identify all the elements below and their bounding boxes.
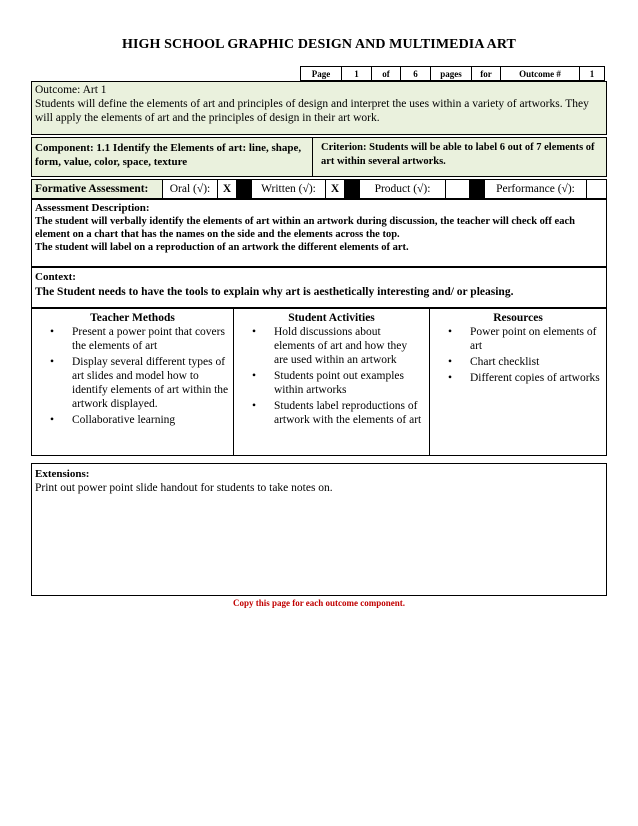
page-total: 6: [401, 67, 431, 81]
list-item: • Chart checklist: [470, 355, 602, 369]
oral-mark: X: [218, 180, 237, 198]
student-activities-heading: Student Activities: [288, 312, 375, 324]
outcome-number-label: Outcome #: [501, 67, 580, 81]
student-activities-column: [234, 309, 430, 455]
outcome-number: 1: [580, 67, 605, 81]
list-item: • Power point on elements of art: [470, 325, 602, 353]
oral-black-box: [237, 180, 252, 198]
outcome-section: [31, 81, 607, 135]
student-activities-list: [234, 325, 429, 427]
teacher-methods-list: [32, 325, 233, 427]
oral-label: Oral (√):: [163, 180, 218, 198]
resources-list: [430, 325, 606, 385]
document-title: HIGH SCHOOL GRAPHIC DESIGN AND MULTIMEDIA ART: [121, 37, 516, 52]
assessment-heading: Assessment Description:: [35, 202, 150, 214]
methods-activities-resources: [31, 308, 607, 456]
list-item: • Hold discussions about elements of art and how they are used within an artwork: [274, 325, 423, 367]
list-item: • Students point out examples within artworks: [274, 369, 423, 397]
context-text: The Student needs to have the tools to explain why art is aesthetically interesting and/ or pleasing.: [35, 286, 514, 298]
extensions-section: [31, 463, 607, 596]
list-item: • Present a power point that covers the elements of art: [72, 325, 229, 353]
resources-heading: Resources: [493, 312, 543, 324]
extensions-text: Print out power point slide handout for students to take notes on.: [35, 482, 333, 494]
page-info-table: [300, 66, 605, 81]
teacher-methods-heading: Teacher Methods: [90, 312, 175, 324]
list-item: • Students label reproductions of artwork with the elements of art: [274, 399, 423, 427]
teacher-methods-column: [32, 309, 234, 455]
product-mark: [446, 180, 470, 198]
list-item: • Different copies of artworks: [470, 371, 602, 385]
pages-label: pages: [431, 67, 472, 81]
context-section: [31, 267, 607, 308]
written-mark: X: [326, 180, 345, 198]
context-heading: Context:: [35, 271, 76, 283]
written-label: Written (√):: [252, 180, 326, 198]
resources-column: [430, 309, 606, 455]
outcome-heading: Outcome: Art 1: [35, 84, 107, 96]
criterion-label: Criterion: Students will be able to label 6 out of 7 elements of art within several artworks.: [321, 142, 595, 167]
component-label: Component: 1.1 Identify the Elements of art: line, shape, form, value, color, space, texture: [32, 138, 313, 176]
of-label: of: [372, 67, 401, 81]
performance-mark: [587, 180, 606, 198]
product-label: Product (√):: [360, 180, 446, 198]
component-section: [31, 137, 607, 177]
outcome-text: Students will define the elements of art and principles of design and interpret the uses within a variety of artworks. They will apply the elements of art and the principles of design in their art work.: [35, 98, 589, 124]
list-item: • Collaborative learning: [72, 413, 229, 427]
footer-note: Copy this page for each outcome component.: [232, 598, 406, 608]
formative-label: Formative Assessment:: [32, 180, 163, 198]
extensions-heading: Extensions:: [35, 468, 90, 480]
for-label: for: [472, 67, 501, 81]
assessment-line-2: The student will label on a reproduction of an artwork the different elements of art.: [35, 242, 409, 253]
formative-assessment-row: [31, 179, 607, 199]
product-black-box: [470, 180, 485, 198]
performance-label: Performance (√):: [485, 180, 587, 198]
list-item: • Display several different types of art slides and model how to identify elements of art within the artwork displayed.: [72, 355, 229, 411]
page-number: 1: [342, 67, 372, 81]
assessment-line-1: The student will verbally identify the elements of art within an artwork during discussion, the teacher will check off each element on a chart that has the names on the side and the elements across the top.: [35, 216, 575, 240]
written-black-box: [345, 180, 360, 198]
page-label: Page: [301, 67, 342, 81]
assessment-description-section: [31, 199, 607, 267]
